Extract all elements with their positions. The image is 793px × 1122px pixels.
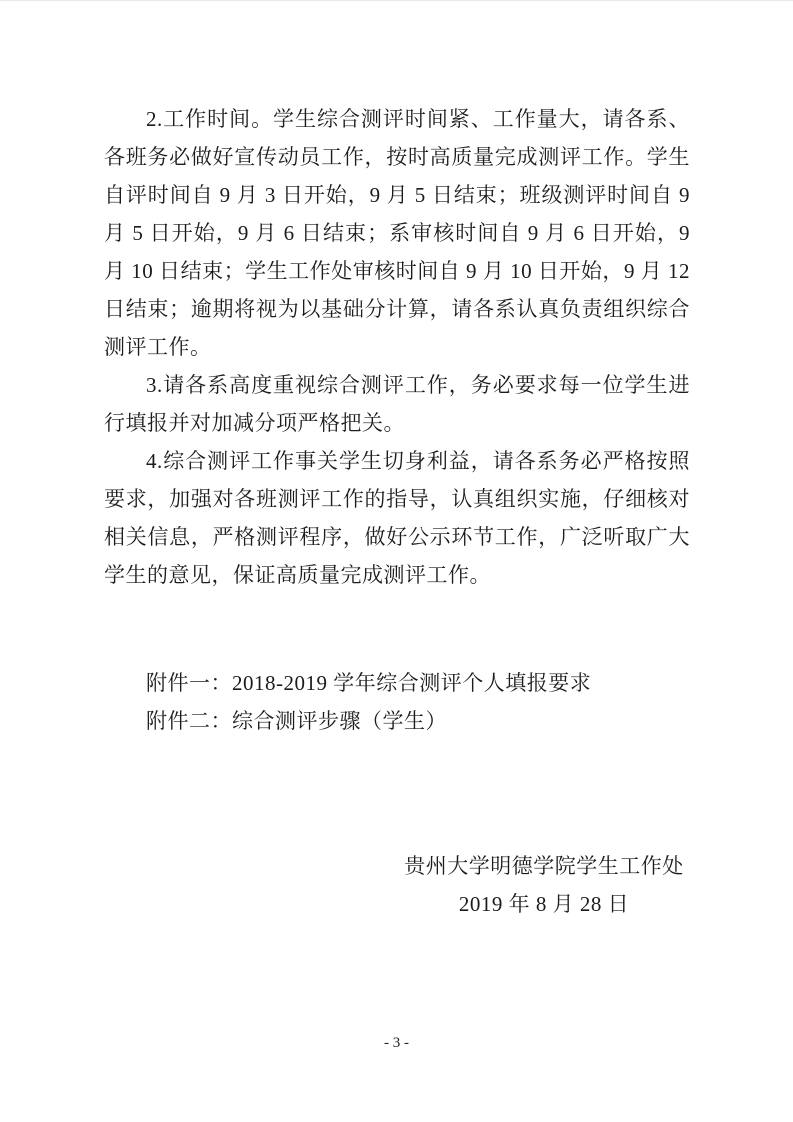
attachments-list (104, 664, 690, 740)
body-line: 自评时间自 9 月 3 日开始，9 月 5 日结束；班级测评时间自 9 (104, 183, 690, 207)
body-line: 3.请各系高度重视综合测评工作，务必要求每一位学生进 (146, 373, 690, 397)
body-line: 4.综合测评工作事关学生切身利益，请各系务必严格按照 (146, 449, 690, 473)
document-body (104, 100, 690, 594)
signature-department: 贵州大学明德学院学生工作处 (404, 854, 684, 878)
body-line: 2.工作时间。学生综合测评时间紧、工作量大，请各系、 (146, 107, 690, 131)
body-line: 测评工作。 (104, 335, 212, 359)
body-line: 学生的意见，保证高质量完成测评工作。 (104, 563, 491, 587)
attachment-line: 附件二：综合测评步骤（学生） (146, 709, 447, 733)
signature-date: 2019 年 8 月 28 日 (458, 892, 630, 916)
body-line: 月 10 日结束；学生工作处审核时间自 9 月 10 日开始，9 月 12 (104, 259, 690, 283)
body-line: 月 5 日开始，9 月 6 日结束；系审核时间自 9 月 6 日开始，9 (104, 221, 690, 245)
body-line: 日结束；逾期将视为以基础分计算，请各系认真负责组织综合 (104, 297, 690, 321)
body-line: 各班务必做好宣传动员工作，按时高质量完成测评工作。学生 (104, 145, 690, 169)
page-number: - 3 - (384, 1035, 409, 1051)
body-line: 相关信息，严格测评程序，做好公示环节工作，广泛听取广大 (104, 525, 690, 549)
signature-block (398, 847, 690, 923)
body-line: 要求，加强对各班测评工作的指导，认真组织实施，仔细核对 (104, 487, 690, 511)
body-line: 行填报并对加减分项严格把关。 (104, 411, 405, 435)
attachment-line: 附件一：2018-2019 学年综合测评个人填报要求 (146, 671, 592, 695)
